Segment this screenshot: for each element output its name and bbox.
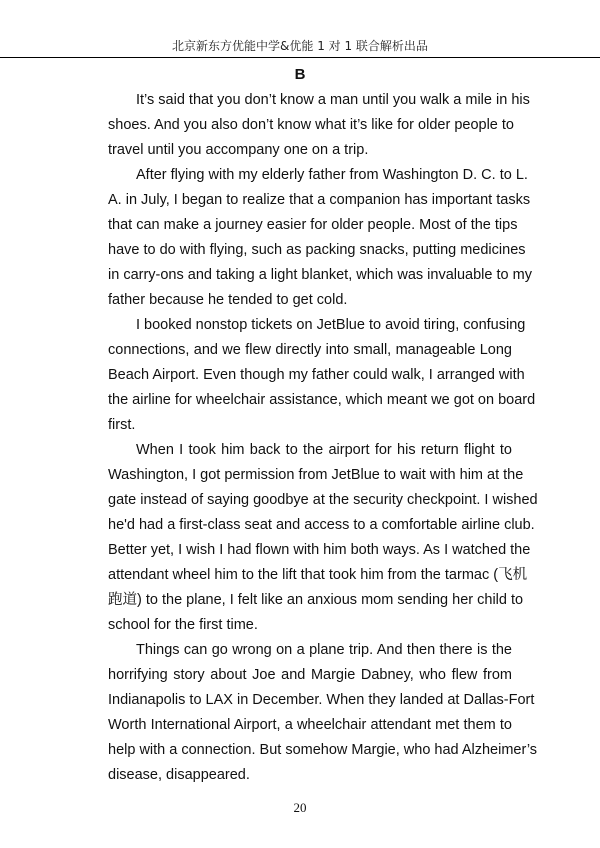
text-line: attendant wheel him to the lift that took him from the tarmac (飞机: [108, 567, 528, 583]
text-line: in carry-ons and taking a light blanket, which was invaluable to my: [108, 267, 532, 283]
text-line: have to do with flying, such as packing snacks, putting medicines: [108, 242, 526, 258]
text-line: school for the first time.: [108, 617, 258, 633]
text-line: I booked nonstop tickets on JetBlue to avoid tiring, confusing: [136, 317, 526, 333]
paragraph: [108, 88, 530, 163]
text-line: connections, and we flew directly into small, manageable Long: [108, 342, 512, 358]
text-line: Things can go wrong on a plane trip. And then there is the: [136, 642, 512, 658]
text-line: Washington, I got permission from JetBlue to wait with him at the: [108, 467, 524, 483]
text-line: After flying with my elderly father from Washington D. C. to L.: [136, 167, 528, 183]
text-line: horrifying story about Joe and Margie Dabney, who flew from: [108, 667, 512, 683]
text-line: A. in July, I began to realize that a companion has important tasks: [108, 192, 531, 208]
text-line: When I took him back to the airport for his return flight to: [136, 442, 512, 458]
text-line: 跑道) to the plane, I felt like an anxious mom sending her child to: [108, 592, 524, 608]
paragraph: [108, 438, 538, 638]
page-header: 北京新东方优能中学&优能 1 对 1 联合解析出品: [172, 39, 428, 53]
text-line: gate instead of saying goodbye at the security checkpoint. I wished: [108, 492, 538, 508]
paragraph: [108, 313, 536, 438]
text-line: Beach Airport. Even though my father could walk, I arranged with: [108, 367, 525, 383]
text-line: Indianapolis to LAX in December. When they landed at Dallas-Fort: [108, 692, 535, 708]
section-title: B: [294, 66, 306, 83]
paragraph: [108, 163, 532, 313]
text-line: the airline for wheelchair assistance, which meant we got on board: [108, 392, 536, 408]
article-body: [108, 88, 538, 788]
page-number: 20: [293, 800, 307, 815]
text-line: travel until you accompany one on a trip.: [108, 142, 369, 158]
text-line: shoes. And you also don’t know what it’s like for older people to: [108, 117, 514, 133]
text-line: It’s said that you don’t know a man until you walk a mile in his: [136, 92, 530, 108]
text-line: Worth International Airport, a wheelchair attendant met them to: [108, 717, 512, 733]
header-divider: [0, 57, 600, 58]
text-line: first.: [108, 417, 136, 433]
text-line: father because he tended to get cold.: [108, 292, 348, 308]
text-line: help with a connection. But somehow Margie, who had Alzheimer’s: [108, 742, 538, 758]
text-line: he'd had a first-class seat and access to a comfortable airline club.: [108, 517, 535, 533]
text-line: disease, disappeared.: [108, 767, 250, 783]
paragraph: [108, 638, 538, 788]
text-line: Better yet, I wish I had flown with him both ways. As I watched the: [108, 542, 531, 558]
text-line: that can make a journey easier for older people. Most of the tips: [108, 217, 518, 233]
